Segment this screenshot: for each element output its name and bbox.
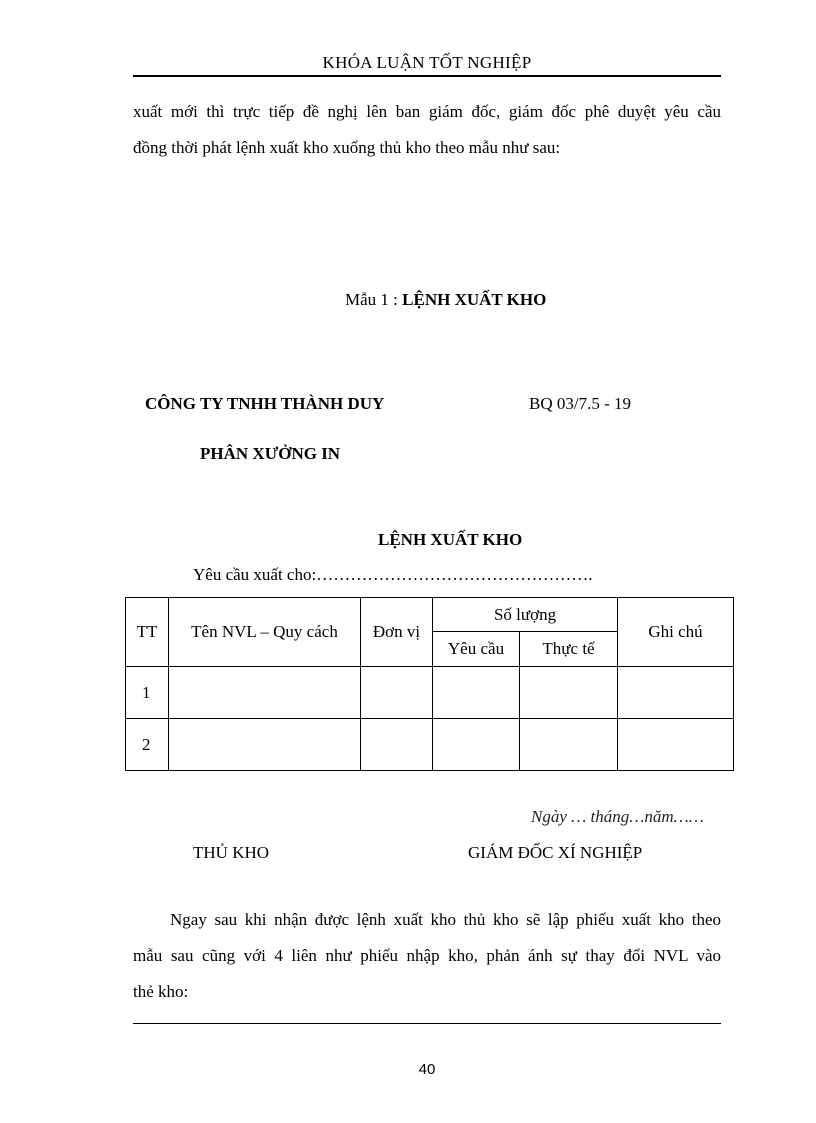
header-unit: Đơn vị: [361, 598, 433, 667]
signature-director: GIÁM ĐỐC XÍ NGHIỆP: [468, 843, 643, 862]
page-header-title: KHÓA LUẬN TỐT NGHIỆP: [322, 53, 532, 72]
document-title: LỆNH XUẤT KHO: [378, 530, 523, 549]
row-2-name: [169, 719, 361, 771]
closing-line-1: Ngay sau khi nhận được lệnh xuất kho thủ kho sẽ lập phiếu xuất kho theo: [170, 910, 721, 929]
form-caption-title: LỆNH XUẤT KHO: [402, 290, 547, 309]
table-row: [126, 667, 734, 719]
closing-line-3: thẻ kho:: [133, 982, 189, 1001]
date-line: Ngày … tháng…năm……: [531, 807, 704, 826]
form-code: BQ 03/7.5 - 19: [529, 394, 631, 413]
footer-divider: [133, 1023, 721, 1024]
request-line: Yêu cầu xuất cho:………………………………………….: [193, 565, 593, 584]
row-2-requested: [433, 719, 520, 771]
header-note: Ghi chú: [618, 598, 734, 667]
row-2-tt: 2: [126, 719, 169, 771]
row-1-note: [618, 667, 734, 719]
header-quantity: Số lượng: [433, 598, 618, 632]
row-1-requested: [433, 667, 520, 719]
row-2-note: [618, 719, 734, 771]
issue-table: [125, 597, 734, 771]
form-caption: [345, 290, 546, 310]
row-2-unit: [361, 719, 433, 771]
closing-line-2: mẫu sau cũng với 4 liên như phiếu nhập kho, phản ánh sự thay đổi NVL vào: [133, 946, 721, 965]
header-tt: TT: [126, 598, 169, 667]
intro-line-2: đồng thời phát lệnh xuất kho xuống thủ kho theo mẫu như sau:: [133, 138, 561, 157]
row-1-name: [169, 667, 361, 719]
form-caption-prefix: Mẫu 1 :: [345, 290, 403, 309]
header-requested: Yêu cầu: [433, 632, 520, 667]
row-1-tt: 1: [126, 667, 169, 719]
row-1-unit: [361, 667, 433, 719]
closing-paragraph: [133, 902, 721, 1010]
row-1-actual: [520, 667, 618, 719]
row-2-actual: [520, 719, 618, 771]
page-number: 40: [418, 1061, 436, 1078]
company-name: CÔNG TY TNHH THÀNH DUY: [145, 394, 385, 413]
intro-line-1: xuất mới thì trực tiếp đề nghị lên ban giám đốc, giám đốc phê duyệt yêu cầu: [133, 102, 721, 121]
header-name: Tên NVL – Quy cách: [169, 598, 361, 667]
header-actual: Thực tế: [520, 632, 618, 667]
signature-storekeeper: THỦ KHO: [193, 843, 270, 862]
workshop-name: PHÂN XƯỞNG IN: [200, 444, 341, 463]
table-row: [126, 719, 734, 771]
header-divider: [133, 75, 721, 77]
intro-paragraph: [133, 94, 721, 166]
